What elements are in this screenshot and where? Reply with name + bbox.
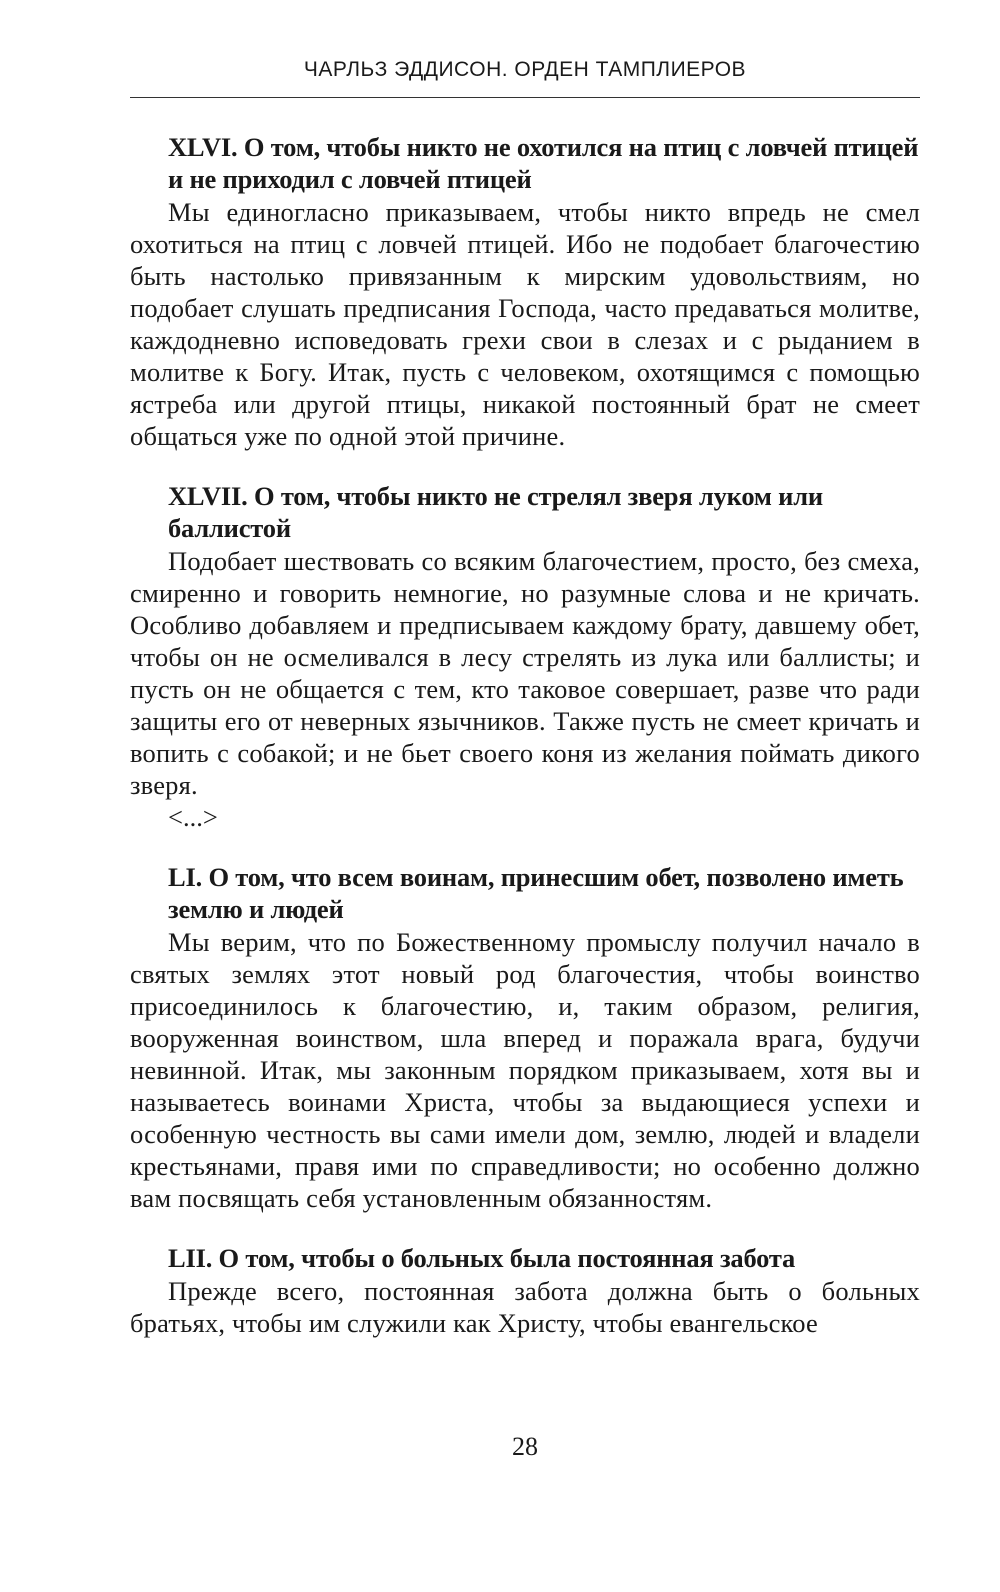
running-head: ЧАРЛЬЗ ЭДДИСОН. ОРДЕН ТАМПЛИЕРОВ (303, 58, 747, 81)
section-body: Мы верим, что по Божественному промыслу получил начало в святых землях этот новый род благочестия, чтобы воинство присоединилось к благочестию, и, таким образом, религия, вооруженная воинством, шла вперед и поражала врага, будучи невинной. Итак, мы законным порядком приказываем, хотя вы и называетесь воинами Христа, чтобы за выдающиеся успехи и особенную честность вы сами имели дом, землю, людей и владели крестьянами, правя ими по справедливости; но особенно должно вам посвящать себя установленным обязанностям. (130, 927, 920, 1213)
section-body: Прежде всего, постоянная забота должна быть о больных братьях, чтобы им служили как Христу, чтобы евангельское (130, 1276, 920, 1338)
section-heading: XLVI. О том, чтобы никто не охотился на птиц с ловчей птицей и не приходил с ловчей птицей (168, 132, 919, 194)
section-xlvii (130, 480, 920, 833)
omission-mark: <...> (168, 802, 218, 832)
header-rule (130, 97, 920, 98)
section-body: Подобает шествовать со всяким благочестием, просто, без смеха, смиренно и говорить немногие, но разумные слова и не кричать. Особливо добавляем и предписываем каждому брату, давшему обет, чтобы он не осмеливался в лесу стрелять из лука или баллисты; и пусть он не общается с тем, кто таковое совершает, разве что ради защиты его от неверных язычников. Также пусть не смеет кричать и вопить с собакой; и не бьет своего коня из желания поймать дикого зверя. (130, 546, 920, 800)
section-heading: LII. О том, чтобы о больных была постоянная забота (168, 1243, 796, 1273)
section-li (130, 861, 920, 1214)
section-heading: XLVII. О том, чтобы никто не стрелял зверя луком или баллистой (168, 481, 823, 543)
section-heading: LI. О том, что всем воинам, принесшим обет, позволено иметь землю и людей (168, 862, 904, 924)
page-number: 28 (512, 1432, 538, 1461)
page-content (130, 131, 920, 1339)
section-lii (130, 1242, 920, 1339)
section-xlvi (130, 131, 920, 452)
section-body: Мы единогласно приказываем, чтобы никто впредь не смел охотиться на птиц с ловчей птицей. Ибо не подобает благочестию быть настолько привязанным к мирским удовольствиям, но подобает слушать предписания Господа, часто предаваться молитве, каждодневно исповедовать грехи свои в слезах и с рыданием в молитве к Богу. Итак, пусть с человеком, охотящимся с помощью ястреба или другой птицы, никакой постоянный брат не смеет общаться уже по одной этой причине. (130, 197, 920, 451)
